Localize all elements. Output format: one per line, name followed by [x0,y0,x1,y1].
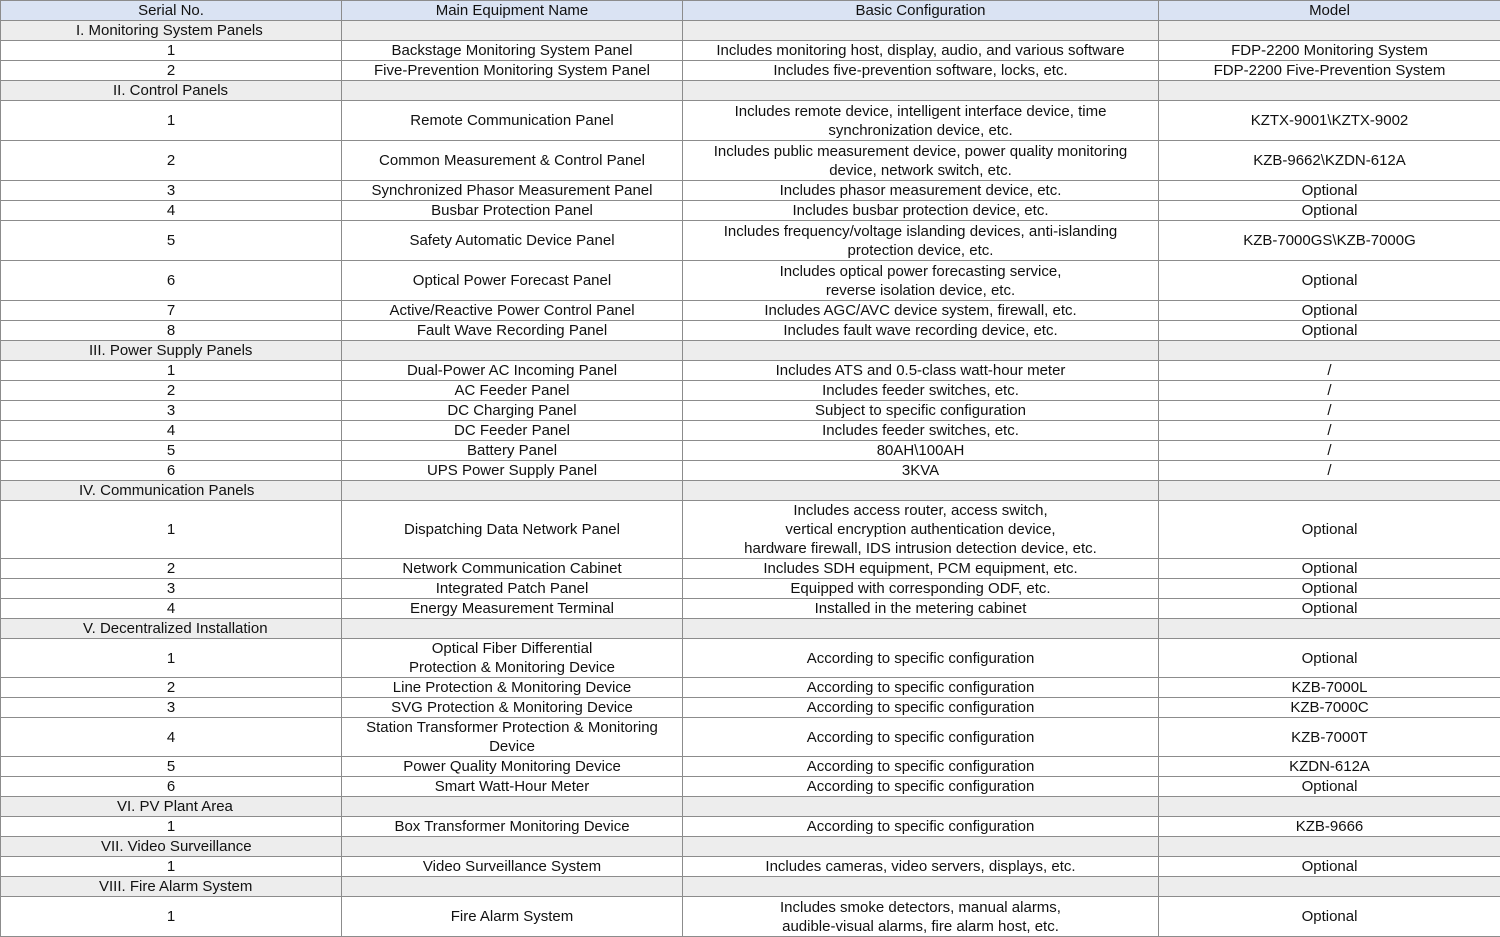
cell-name: Fault Wave Recording Panel [342,321,683,341]
table-row [1,777,1500,797]
section-title: VIII. Fire Alarm System [1,877,342,897]
cell-name: Optical Fiber Differential Protection & Monitoring Device [342,639,683,678]
section-title: V. Decentralized Installation [1,619,342,639]
cell-name: Safety Automatic Device Panel [342,221,683,261]
table-row [1,559,1500,579]
cell-serial: 4 [1,201,342,221]
cell-name: Dispatching Data Network Panel [342,501,683,559]
table-row [1,757,1500,777]
cell-model: KZB-7000C [1159,698,1500,718]
cell-model: / [1159,401,1500,421]
header-model: Model [1159,1,1500,21]
table-row [1,897,1500,937]
header-row [1,1,1500,21]
cell-serial: 2 [1,559,342,579]
header-serial-no: Serial No. [1,1,342,21]
section-row [1,619,1500,639]
table-row [1,41,1500,61]
cell-model: Optional [1159,321,1500,341]
cell-model: / [1159,461,1500,481]
cell-model: KZB-7000T [1159,718,1500,757]
table-row [1,461,1500,481]
section-title: VI. PV Plant Area [1,797,342,817]
table-row [1,639,1500,678]
cell-config: According to specific configuration [683,678,1159,698]
section-row [1,21,1500,41]
table-row [1,201,1500,221]
table-row [1,698,1500,718]
cell-model: Optional [1159,897,1500,937]
table-row [1,441,1500,461]
cell-config: 80AH\100AH [683,441,1159,461]
cell-serial: 1 [1,897,342,937]
cell-name: Busbar Protection Panel [342,201,683,221]
cell-name: Five-Prevention Monitoring System Panel [342,61,683,81]
cell-name: Remote Communication Panel [342,101,683,141]
table-row [1,361,1500,381]
cell-name: UPS Power Supply Panel [342,461,683,481]
cell-config: Includes fault wave recording device, etc. [683,321,1159,341]
cell-config: Includes SDH equipment, PCM equipment, etc. [683,559,1159,579]
table-row [1,817,1500,837]
section-title: VII. Video Surveillance [1,837,342,857]
cell-config: Includes ATS and 0.5-class watt-hour meter [683,361,1159,381]
cell-serial: 1 [1,639,342,678]
cell-model: FDP-2200 Monitoring System [1159,41,1500,61]
cell-serial: 8 [1,321,342,341]
cell-model: Optional [1159,857,1500,877]
section-row [1,341,1500,361]
section-row [1,481,1500,501]
cell-serial: 5 [1,757,342,777]
cell-config: Includes five-prevention software, locks, etc. [683,61,1159,81]
cell-config: Includes monitoring host, display, audio, and various software [683,41,1159,61]
cell-serial: 3 [1,401,342,421]
cell-config: Includes cameras, video servers, displays, etc. [683,857,1159,877]
cell-name: DC Feeder Panel [342,421,683,441]
cell-model: / [1159,421,1500,441]
cell-config: Includes smoke detectors, manual alarms, audible-visual alarms, fire alarm host, etc. [683,897,1159,937]
cell-config: Equipped with corresponding ODF, etc. [683,579,1159,599]
cell-config: According to specific configuration [683,718,1159,757]
section-title: III. Power Supply Panels [1,341,342,361]
table-row [1,579,1500,599]
cell-serial: 1 [1,41,342,61]
table-row [1,678,1500,698]
table-row [1,718,1500,757]
cell-model: Optional [1159,579,1500,599]
cell-config: According to specific configuration [683,817,1159,837]
table-row [1,857,1500,877]
cell-config: Includes busbar protection device, etc. [683,201,1159,221]
cell-model: KZB-9662\KZDN-612A [1159,141,1500,181]
cell-serial: 3 [1,579,342,599]
cell-config: According to specific configuration [683,777,1159,797]
cell-model: KZB-9666 [1159,817,1500,837]
table-row [1,181,1500,201]
section-title: I. Monitoring System Panels [1,21,342,41]
table-row [1,301,1500,321]
table-row [1,101,1500,141]
table-row [1,599,1500,619]
cell-name: Smart Watt-Hour Meter [342,777,683,797]
cell-serial: 1 [1,501,342,559]
table-row [1,261,1500,301]
section-row [1,797,1500,817]
cell-serial: 4 [1,421,342,441]
cell-name: DC Charging Panel [342,401,683,421]
cell-name: Network Communication Cabinet [342,559,683,579]
table-row [1,141,1500,181]
table-row [1,321,1500,341]
cell-serial: 1 [1,101,342,141]
cell-serial: 2 [1,61,342,81]
header-basic-configuration: Basic Configuration [683,1,1159,21]
cell-serial: 3 [1,698,342,718]
cell-config: 3KVA [683,461,1159,481]
cell-model: Optional [1159,181,1500,201]
cell-name: Box Transformer Monitoring Device [342,817,683,837]
cell-name: Active/Reactive Power Control Panel [342,301,683,321]
cell-model: Optional [1159,261,1500,301]
cell-name: Optical Power Forecast Panel [342,261,683,301]
cell-config: Installed in the metering cabinet [683,599,1159,619]
cell-config: Includes optical power forecasting service, reverse isolation device, etc. [683,261,1159,301]
cell-serial: 2 [1,141,342,181]
cell-model: KZDN-612A [1159,757,1500,777]
section-row [1,877,1500,897]
cell-name: Video Surveillance System [342,857,683,877]
cell-name: SVG Protection & Monitoring Device [342,698,683,718]
table-row [1,61,1500,81]
header-equipment-name: Main Equipment Name [342,1,683,21]
cell-model: Optional [1159,599,1500,619]
cell-config: Includes feeder switches, etc. [683,381,1159,401]
cell-config: Includes public measurement device, power quality monitoring device, network switch, etc. [683,141,1159,181]
cell-config: According to specific configuration [683,698,1159,718]
cell-serial: 5 [1,441,342,461]
cell-config: Includes access router, access switch, vertical encryption authentication device, hardware firewall, IDS intrusion detection device, etc. [683,501,1159,559]
cell-model: Optional [1159,501,1500,559]
cell-config: According to specific configuration [683,757,1159,777]
section-row [1,837,1500,857]
cell-serial: 4 [1,599,342,619]
cell-config: Includes feeder switches, etc. [683,421,1159,441]
cell-serial: 6 [1,261,342,301]
cell-name: Dual-Power AC Incoming Panel [342,361,683,381]
cell-model: / [1159,361,1500,381]
cell-serial: 7 [1,301,342,321]
cell-name: Fire Alarm System [342,897,683,937]
cell-name: Battery Panel [342,441,683,461]
cell-serial: 6 [1,777,342,797]
cell-model: Optional [1159,201,1500,221]
cell-serial: 2 [1,678,342,698]
cell-config: Includes frequency/voltage islanding devices, anti-islanding protection device, etc. [683,221,1159,261]
cell-config: According to specific configuration [683,639,1159,678]
cell-config: Includes AGC/AVC device system, firewall, etc. [683,301,1159,321]
cell-name: Energy Measurement Terminal [342,599,683,619]
cell-serial: 2 [1,381,342,401]
table-row [1,401,1500,421]
cell-name: Power Quality Monitoring Device [342,757,683,777]
section-title: IV. Communication Panels [1,481,342,501]
cell-model: / [1159,381,1500,401]
cell-config: Includes remote device, intelligent interface device, time synchronization device, etc. [683,101,1159,141]
cell-model: / [1159,441,1500,461]
cell-name: Common Measurement & Control Panel [342,141,683,181]
cell-model: KZTX-9001\KZTX-9002 [1159,101,1500,141]
cell-name: AC Feeder Panel [342,381,683,401]
section-title: II. Control Panels [1,81,342,101]
cell-serial: 5 [1,221,342,261]
table-row [1,381,1500,401]
cell-model: Optional [1159,301,1500,321]
cell-model: Optional [1159,639,1500,678]
cell-config: Includes phasor measurement device, etc. [683,181,1159,201]
table-row [1,421,1500,441]
cell-name: Line Protection & Monitoring Device [342,678,683,698]
cell-model: KZB-7000GS\KZB-7000G [1159,221,1500,261]
cell-serial: 1 [1,361,342,381]
section-row [1,81,1500,101]
cell-name: Synchronized Phasor Measurement Panel [342,181,683,201]
table-row [1,221,1500,261]
cell-serial: 6 [1,461,342,481]
cell-serial: 1 [1,857,342,877]
cell-name: Station Transformer Protection & Monitoring Device [342,718,683,757]
table-row [1,501,1500,559]
cell-serial: 4 [1,718,342,757]
cell-name: Integrated Patch Panel [342,579,683,599]
cell-serial: 1 [1,817,342,837]
cell-model: FDP-2200 Five-Prevention System [1159,61,1500,81]
cell-name: Backstage Monitoring System Panel [342,41,683,61]
cell-model: Optional [1159,777,1500,797]
cell-model: KZB-7000L [1159,678,1500,698]
cell-config: Subject to specific configuration [683,401,1159,421]
cell-model: Optional [1159,559,1500,579]
cell-serial: 3 [1,181,342,201]
